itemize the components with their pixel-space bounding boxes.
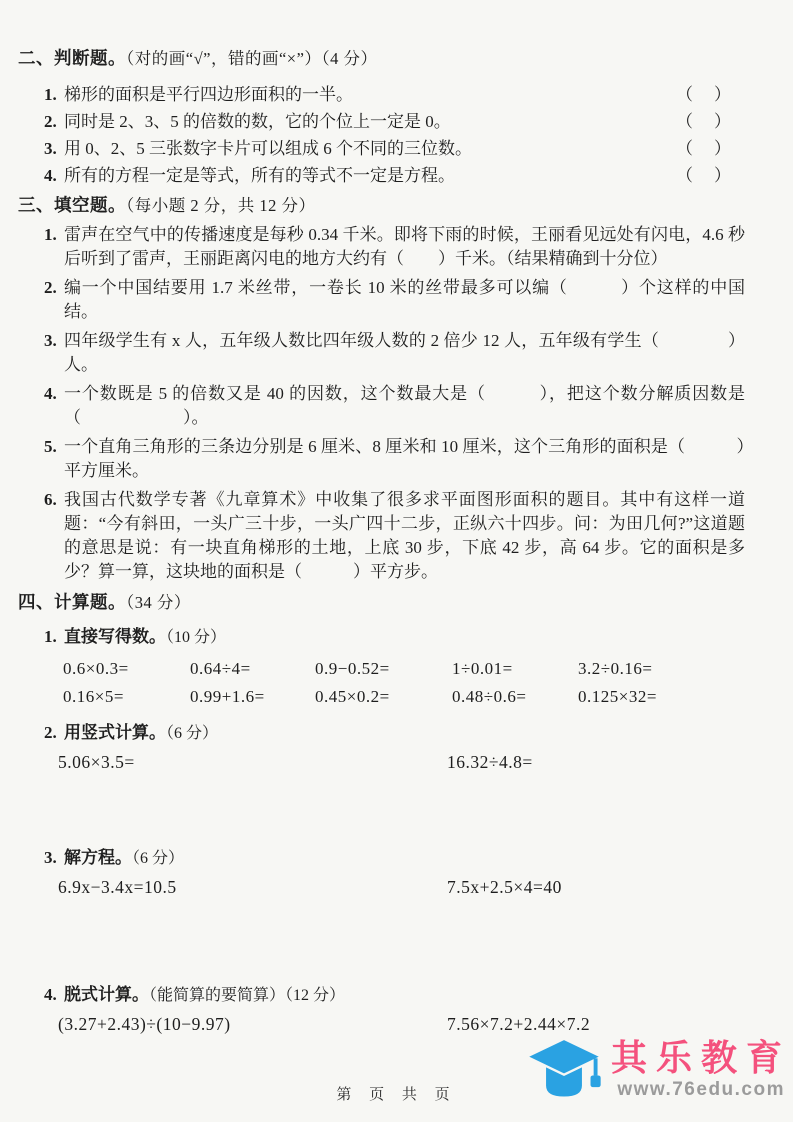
calc-cell: 0.9−0.52= bbox=[315, 659, 390, 678]
section-judge-title: 二、判断题。 bbox=[18, 48, 126, 68]
fill-item bbox=[18, 382, 749, 430]
section-fill-heading bbox=[18, 193, 749, 218]
expression-right: 7.56×7.2+2.44×7.2 bbox=[447, 1014, 591, 1034]
calc-sub2-heading bbox=[18, 721, 749, 745]
fill-item bbox=[18, 329, 749, 377]
footer-page-label: 第 页 共 页 bbox=[336, 1087, 457, 1103]
calc-sub2-label: 用竖式计算。 bbox=[64, 723, 166, 742]
judge-item-text: 用 0、2、5 三张数字卡片可以组成 6 个不同的三位数。 bbox=[64, 139, 472, 158]
item-number: 4. bbox=[44, 384, 57, 403]
item-number: 5. bbox=[44, 437, 57, 456]
fill-item-text: 一个直角三角形的三条边分别是 6 厘米、8 厘米和 10 厘米，这个三角形的面积是（ ）平方厘米。 bbox=[64, 437, 745, 480]
judge-item bbox=[18, 81, 749, 108]
section-judge bbox=[18, 46, 749, 189]
calc-sub1-label: 直接写得数。 bbox=[64, 627, 166, 646]
item-number: 1. bbox=[44, 85, 57, 104]
item-number: 6. bbox=[44, 490, 57, 509]
section-fill-note: （每小题 2 分，共 12 分） bbox=[126, 196, 316, 215]
answer-parens: （ ） bbox=[676, 166, 733, 185]
graduation-cap-icon bbox=[525, 1028, 603, 1112]
judge-items bbox=[18, 81, 749, 189]
fill-item-text: 四年级学生有 x 人，五年级人数比四年级人数的 2 倍少 12 人，五年级有学生（ ）人。 bbox=[64, 331, 745, 374]
fill-item bbox=[18, 488, 749, 584]
expression-left: (3.27+2.43)÷(10−9.97) bbox=[58, 1014, 231, 1034]
fill-item bbox=[18, 223, 749, 271]
calc-sub4-note: （能简算的要简算）（12 分） bbox=[149, 987, 346, 1004]
fill-item-text: 一个数既是 5 的倍数又是 40 的因数，这个数最大是（ ），把这个数分解质因数是（ ）。 bbox=[64, 384, 745, 427]
column-math-row bbox=[18, 750, 749, 774]
item-number: 3. bbox=[44, 139, 57, 158]
item-number: 3. bbox=[44, 848, 57, 867]
equation-row bbox=[18, 875, 749, 899]
answer-parens: （ ） bbox=[676, 85, 733, 104]
judge-item-text: 所有的方程一定是等式，所有的等式不一定是方程。 bbox=[64, 166, 455, 185]
equation-left: 6.9x−3.4x=10.5 bbox=[58, 877, 177, 897]
calc-cell: 0.99+1.6= bbox=[190, 687, 265, 706]
expression-left: 5.06×3.5= bbox=[58, 752, 135, 772]
judge-item-text: 同时是 2、3、5 的倍数的数，它的个位上一定是 0。 bbox=[64, 112, 451, 131]
item-number: 4. bbox=[44, 985, 57, 1004]
brand-text bbox=[610, 1037, 791, 1102]
calc-sub3-label: 解方程。 bbox=[64, 848, 132, 867]
calc-cell: 1÷0.01= bbox=[452, 659, 513, 678]
calc-cell: 0.64÷4= bbox=[190, 659, 251, 678]
calc-cell: 3.2÷0.16= bbox=[578, 659, 653, 678]
section-calc bbox=[18, 590, 749, 1036]
fill-items bbox=[18, 223, 749, 584]
calc-sub4-heading bbox=[18, 983, 749, 1007]
answer-parens: （ ） bbox=[676, 112, 733, 131]
calc-sub3-heading bbox=[18, 846, 749, 870]
section-calc-title: 四、计算题。 bbox=[18, 592, 126, 612]
fill-item bbox=[18, 276, 749, 324]
brand-url: www.76edu.com bbox=[617, 1079, 785, 1100]
judge-item bbox=[18, 162, 749, 189]
fill-item-text: 编一个中国结要用 1.7 米丝带，一卷长 10 米的丝带最多可以编（ ）个这样的中国结。 bbox=[64, 278, 745, 321]
calc-sub3-note: （6 分） bbox=[132, 850, 185, 867]
answer-parens: （ ） bbox=[676, 139, 733, 158]
judge-item-text: 梯形的面积是平行四边形面积的一半。 bbox=[64, 85, 353, 104]
judge-item bbox=[18, 135, 749, 162]
brand-name: 其乐教育 bbox=[610, 1037, 791, 1078]
item-number: 3. bbox=[44, 331, 57, 350]
section-fill-title: 三、填空题。 bbox=[18, 195, 126, 215]
calc-cell: 0.45×0.2= bbox=[315, 687, 390, 706]
expression-right: 16.32÷4.8= bbox=[447, 752, 533, 772]
section-fill bbox=[18, 193, 749, 584]
brand-logo bbox=[525, 1028, 791, 1112]
mental-math-grid bbox=[63, 655, 749, 711]
item-number: 1. bbox=[44, 225, 57, 244]
item-number: 4. bbox=[44, 166, 57, 185]
fill-item-text: 雷声在空气中的传播速度是每秒 0.34 千米。即将下雨的时候，王丽看见远处有闪电，4.6 秒后听到了雷声，王丽距离闪电的地方大约有（ ）千米。（结果精确到十分位） bbox=[64, 225, 745, 268]
equation-right: 7.5x+2.5×4=40 bbox=[447, 877, 562, 897]
calc-sub4-label: 脱式计算。 bbox=[64, 985, 149, 1004]
fill-item bbox=[18, 435, 749, 483]
section-judge-heading bbox=[18, 46, 749, 71]
calc-sub2-note: （6 分） bbox=[166, 725, 219, 742]
calc-cell: 0.125×32= bbox=[578, 687, 657, 706]
calc-sub1-heading bbox=[18, 625, 749, 649]
section-calc-heading bbox=[18, 590, 749, 615]
fill-item-text: 我国古代数学专著《九章算术》中收集了很多求平面图形面积的题目。其中有这样一道题：“今有斜田，一头广三十步，一头广四十二步，正纵六十四步。问：为田几何?”这道题的意思是说：有一块直角梯形的土地，上底 30 步，下底 42 步，高 64 步。它的面积是多少？算一算，这块地的面积是（ ）平方步。 bbox=[64, 490, 745, 581]
item-number: 2. bbox=[44, 723, 57, 742]
judge-item bbox=[18, 108, 749, 135]
section-judge-note: （对的画“√”，错的画“×”）（4 分） bbox=[126, 49, 378, 68]
item-number: 2. bbox=[44, 112, 57, 131]
calc-sub1-note: （10 分） bbox=[166, 629, 227, 646]
calc-cell: 0.48÷0.6= bbox=[452, 687, 527, 706]
section-calc-note: （34 分） bbox=[126, 593, 191, 612]
item-number: 1. bbox=[44, 627, 57, 646]
item-number: 2. bbox=[44, 278, 57, 297]
calc-cell: 0.6×0.3= bbox=[63, 659, 129, 678]
calc-cell: 0.16×5= bbox=[63, 687, 124, 706]
